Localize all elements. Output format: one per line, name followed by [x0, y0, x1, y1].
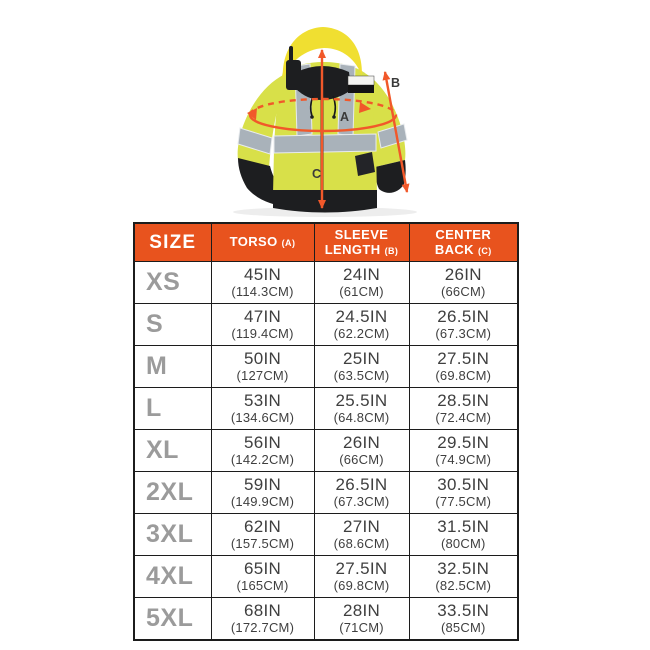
back-cm: (69.8CM): [435, 367, 492, 383]
measurement-label-c: C: [312, 167, 322, 181]
sleeve-inches: 27.5IN: [335, 559, 388, 579]
back-inches: 28.5IN: [437, 391, 490, 411]
header-torso: [211, 223, 314, 262]
header-size: SIZE: [134, 223, 211, 262]
sleeve-cell: [314, 514, 409, 556]
torso-cm: (165CM): [236, 577, 289, 593]
back-cell: [409, 430, 518, 472]
size-cell: M: [134, 346, 211, 388]
row-s: [134, 304, 518, 346]
size-cell: 5XL: [134, 598, 211, 640]
torso-inches: 47IN: [243, 307, 282, 327]
sleeve-cm: (71CM): [339, 619, 384, 635]
sleeve-cell: [314, 430, 409, 472]
back-cell: [409, 304, 518, 346]
row-m: [134, 346, 518, 388]
back-cm: (80CM): [440, 535, 486, 551]
torso-cm: (119.4CM): [231, 325, 294, 341]
back-cm: (66CM): [440, 283, 486, 299]
torso-inches: 56IN: [243, 433, 282, 453]
back-cm: (85CM): [440, 619, 486, 635]
back-cell: [409, 514, 518, 556]
torso-cm: (172.7CM): [230, 619, 295, 635]
sleeve-inches: 25IN: [342, 349, 381, 369]
jacket-illustration: [225, 20, 445, 220]
hem-band: [273, 190, 377, 213]
sleeve-cell: [314, 262, 409, 304]
size-chart-table: [133, 222, 519, 641]
torso-cell: [211, 472, 314, 514]
torso-inches: 53IN: [243, 391, 282, 411]
measurement-label-b: B: [391, 76, 401, 90]
row-3xl: [134, 514, 518, 556]
sleeve-inches: 24IN: [342, 265, 381, 285]
header-back-ref: (C): [477, 245, 492, 256]
header-back-line1: CENTER: [435, 226, 492, 242]
back-cell: [409, 262, 518, 304]
torso-cm: (127CM): [236, 367, 289, 383]
sleeve-inches: 25.5IN: [335, 391, 388, 411]
chest-badge: [348, 76, 374, 93]
header-sleeve-length: [314, 223, 409, 262]
torso-cell: [211, 514, 314, 556]
back-inches: 30.5IN: [437, 475, 490, 495]
sleeve-cell: [314, 304, 409, 346]
sleeve-inches: 26.5IN: [335, 475, 388, 495]
torso-cell: [211, 388, 314, 430]
sleeve-cell: [314, 346, 409, 388]
torso-inches: 45IN: [243, 265, 282, 285]
back-inches: 26IN: [444, 265, 482, 285]
measurement-label-a: A: [340, 110, 350, 124]
header-sleeve-line1: SLEEVE: [334, 226, 389, 242]
sleeve-cell: [314, 388, 409, 430]
torso-cell: [211, 556, 314, 598]
torso-cm: (114.3CM): [231, 283, 294, 299]
sleeve-cm: (66CM): [339, 451, 384, 467]
torso-inches: 65IN: [243, 559, 282, 579]
sleeve-cm: (69.8CM): [333, 577, 390, 593]
size-cell: 4XL: [134, 556, 211, 598]
back-inches: 29.5IN: [437, 433, 490, 453]
torso-cm: (142.2CM): [230, 451, 295, 467]
row-xl: [134, 430, 518, 472]
back-inches: 31.5IN: [437, 517, 490, 537]
back-inches: 32.5IN: [437, 559, 490, 579]
back-cm: (74.9CM): [435, 451, 492, 467]
back-cm: (82.5CM): [435, 577, 492, 593]
torso-cell: [211, 430, 314, 472]
sleeve-cm: (62.2CM): [333, 325, 390, 341]
torso-cell: [211, 598, 314, 640]
back-cell: [409, 472, 518, 514]
torso-inches: 62IN: [243, 517, 282, 537]
back-cell: [409, 598, 518, 640]
header-torso-ref: (A): [281, 238, 296, 249]
back-cm: (72.4CM): [435, 409, 492, 425]
size-cell: XS: [134, 262, 211, 304]
header-back-line2: BACK: [434, 241, 474, 257]
torso-inches: 50IN: [243, 349, 282, 369]
sleeve-cm: (61CM): [339, 283, 384, 299]
torso-cm: (134.6CM): [230, 409, 295, 425]
row-l: [134, 388, 518, 430]
header-sleeve-ref: (B): [384, 245, 399, 256]
sleeve-inches: 28IN: [342, 601, 381, 620]
size-cell: XL: [134, 430, 211, 472]
row-xs: [134, 262, 518, 304]
torso-cm: (149.9CM): [230, 493, 295, 509]
row-5xl: [134, 598, 518, 640]
sleeve-cell: [314, 472, 409, 514]
row-2xl: [134, 472, 518, 514]
sleeve-cell: [314, 598, 409, 640]
size-cell: S: [134, 304, 211, 346]
torso-cell: [211, 304, 314, 346]
torso-inches: 59IN: [243, 475, 282, 495]
back-inches: 27.5IN: [437, 349, 490, 369]
back-cm: (67.3CM): [435, 325, 492, 341]
sleeve-inches: 27IN: [342, 517, 381, 537]
size-cell: L: [134, 388, 211, 430]
torso-cell: [211, 346, 314, 388]
torso-cm: (157.5CM): [230, 535, 295, 551]
back-cm: (77.5CM): [435, 493, 492, 509]
hip-pocket: [355, 152, 375, 176]
size-cell: 3XL: [134, 514, 211, 556]
header-center-back: [409, 223, 518, 262]
sleeve-cm: (63.5CM): [333, 367, 390, 383]
back-inches: 33.5IN: [437, 601, 490, 620]
back-cell: [409, 556, 518, 598]
back-inches: 26.5IN: [437, 307, 490, 327]
back-cell: [409, 346, 518, 388]
header-sleeve-line2: LENGTH: [324, 241, 381, 257]
row-4xl: [134, 556, 518, 598]
torso-cell: [211, 262, 314, 304]
sleeve-cm: (64.8CM): [333, 409, 390, 425]
sleeve-inches: 26IN: [342, 433, 381, 453]
header-row: [134, 223, 518, 262]
sleeve-cm: (67.3CM): [333, 493, 390, 509]
header-torso-label: TORSO: [229, 234, 278, 250]
sleeve-cell: [314, 556, 409, 598]
sleeve-cm: (68.6CM): [333, 535, 390, 551]
sleeve-inches: 24.5IN: [335, 307, 388, 327]
back-cell: [409, 388, 518, 430]
size-cell: 2XL: [134, 472, 211, 514]
torso-inches: 68IN: [243, 601, 282, 620]
